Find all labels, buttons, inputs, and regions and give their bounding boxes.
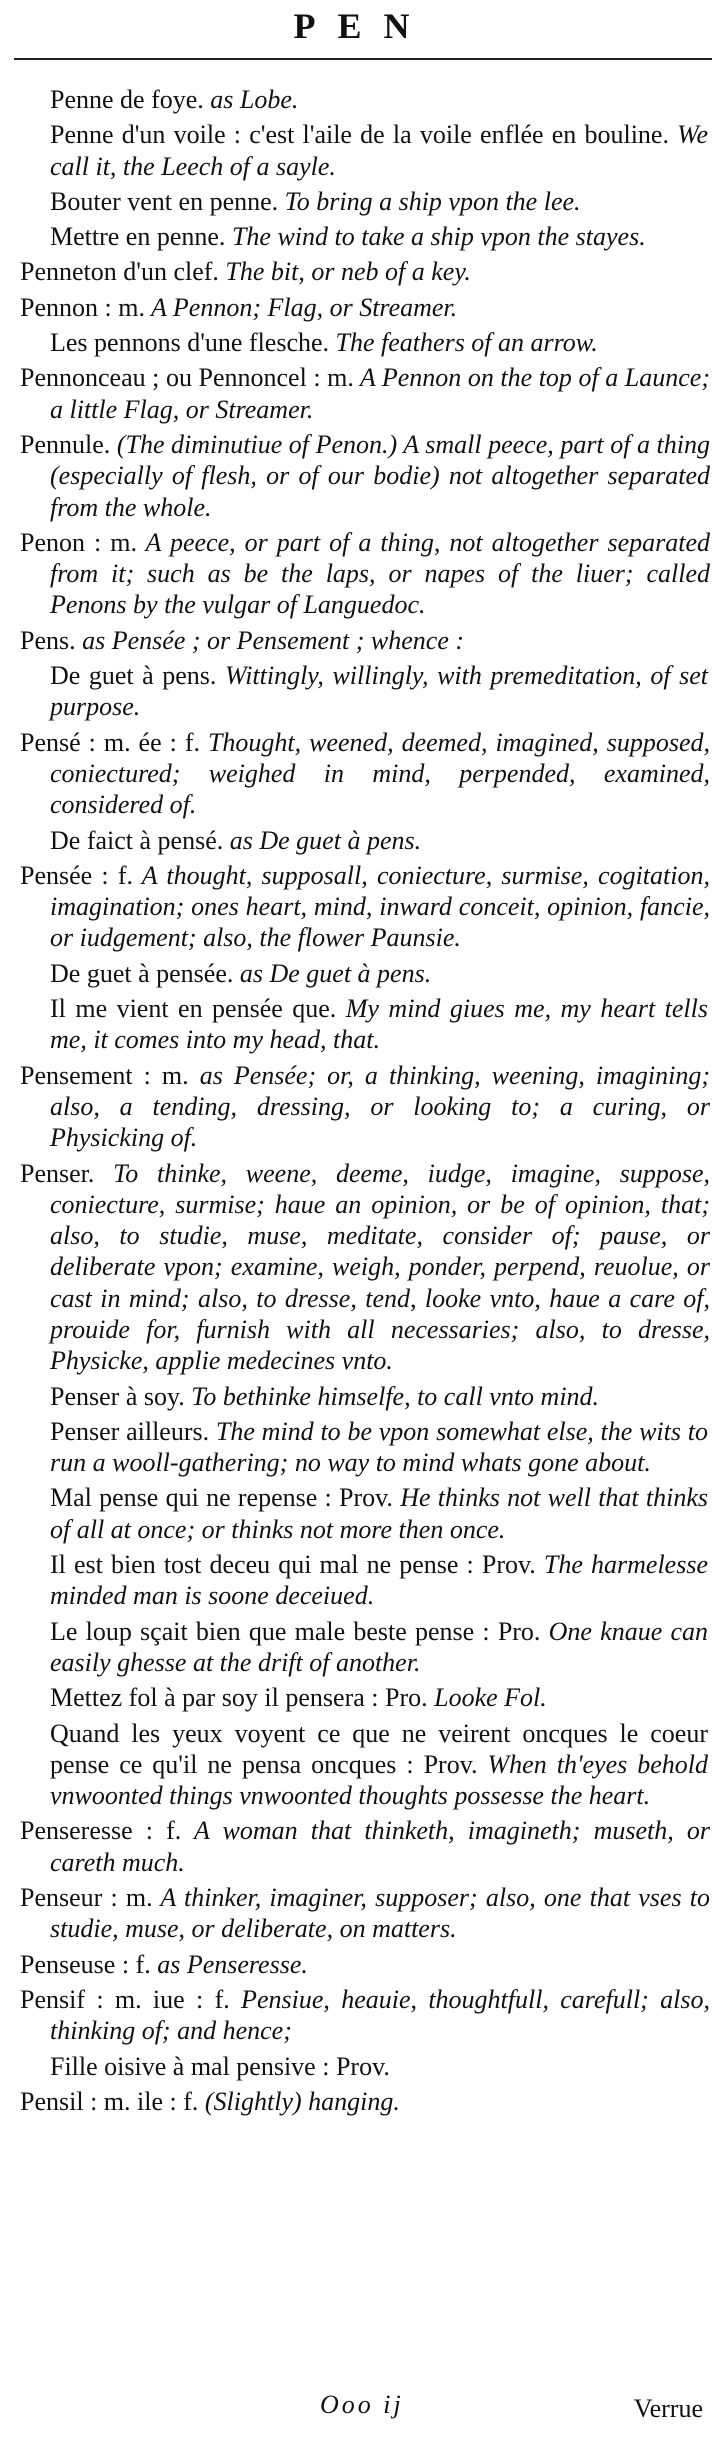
headword-entry	[20, 1815, 710, 1878]
headword-entry	[20, 625, 710, 656]
entry-headword: Pensée : f.	[20, 860, 134, 890]
entry-headword: Il est bien tost deceu qui mal ne pense : Prov.	[50, 1550, 536, 1580]
entry-definition: The mind to be vpon somewhat else, the wits to run a wooll-gathering; no way to mind whats gone about.	[50, 1416, 709, 1478]
entry-definition: The wind to take a ship vpon the stayes.	[225, 222, 646, 252]
entry-definition: as Pensée ; or Pensement ; whence :	[75, 625, 465, 655]
entry-definition: A Pennon; Flag, or Streamer.	[144, 292, 458, 322]
entry-definition: Looke Fol.	[427, 1683, 547, 1713]
entry-headword: Pennule.	[20, 429, 111, 459]
entry-definition: as Lobe.	[203, 85, 299, 114]
subentry	[20, 1482, 710, 1545]
entry-definition: A woman that thinketh, imagineth; museth, or careth much.	[50, 1816, 711, 1877]
catchword: Verrue	[633, 2394, 703, 2423]
entry-definition: (The diminutiue of Penon.) A small peece, part of a thing (especially of flesh, or of our bodie) not altogether separated from the whole.	[50, 429, 710, 522]
headword-entry	[20, 256, 710, 287]
subentry	[20, 1718, 710, 1812]
subentry	[20, 119, 710, 182]
entry-headword: Penon : m.	[20, 527, 137, 557]
signature-mark: Ooo ij	[320, 2390, 404, 2419]
entry-headword: De guet à pens.	[50, 661, 217, 691]
headword-entry	[20, 1984, 710, 2047]
headword-entry	[20, 860, 710, 954]
subentry	[20, 1416, 710, 1479]
entry-definition: My mind giues me, my heart tells me, it comes into my head, that.	[50, 994, 708, 1055]
headword-entry	[20, 1158, 710, 1377]
entry-headword: Les pennons d'une flesche.	[50, 328, 330, 358]
entry-headword: Penseuse : f.	[20, 1949, 151, 1979]
entry-definition: as Penseresse.	[150, 1949, 308, 1979]
subentry	[20, 327, 710, 358]
entry-headword: Pensif : m. iue : f.	[20, 1984, 230, 2014]
entry-definition: To bring a ship vpon the lee.	[278, 186, 581, 216]
subentry	[20, 1381, 710, 1412]
entry-headword: Penneton d'un clef.	[20, 257, 219, 287]
header-rule	[14, 58, 712, 60]
headword-entry	[20, 527, 710, 621]
entry-definition: The bit, or neb of a key.	[218, 257, 471, 287]
entry-headword: Mettez fol à par soy il pensera : Pro.	[50, 1683, 428, 1713]
entry-headword: Mettre en penne.	[50, 222, 226, 252]
headword-entry	[20, 2086, 710, 2117]
entry-definition: A Pennon on the top of a Launce; a little Flag, or Streamer.	[50, 363, 710, 424]
entry-definition: To bethinke himselfe, to call vnto mind.	[184, 1381, 600, 1411]
entry-headword: Pens.	[20, 625, 76, 655]
entry-headword: Penser ailleurs.	[50, 1416, 210, 1446]
entry-headword: Pennon : m.	[20, 292, 145, 322]
entry-definition: The harmelesse minded man is soone deceiued.	[50, 1550, 708, 1611]
headword-entry	[20, 362, 710, 425]
entry-definition: as Pensée; or, a thinking, weening, imagining; also, a tending, dressing, or looking to; a curing, or Physicking of.	[50, 1060, 710, 1153]
entry-headword: Penne d'un voile : c'est l'aile de la voile enflée en bouline.	[50, 120, 669, 150]
headword-entry	[20, 429, 710, 523]
subentry	[20, 958, 710, 989]
subentry	[20, 186, 710, 217]
entry-headword: Pensé : m. ée : f.	[20, 727, 200, 757]
headword-entry	[20, 727, 710, 821]
subentry	[20, 1682, 710, 1713]
entry-definition: as De guet à pens.	[233, 958, 432, 988]
entry-definition: Thought, weened, deemed, imagined, supposed, coniectured; weighed in mind, perpended, examined, considered of.	[50, 727, 710, 820]
entry-definition: He thinks not well that thinks of all at once; or thinks not more then once.	[50, 1483, 708, 1544]
entry-definition: The feathers of an arrow.	[329, 328, 598, 358]
entry-definition: We call it, the Leech of a sayle.	[50, 120, 708, 181]
headword-entry	[20, 292, 710, 323]
entry-headword: Penser à soy.	[50, 1381, 185, 1411]
entry-headword: Mal pense qui ne repense : Prov.	[50, 1483, 393, 1513]
entry-headword: Le loup sçait bien que male beste pense : Pro.	[50, 1616, 541, 1646]
subentry	[20, 84, 710, 115]
entry-definition: Pensiue, heauie, thoughtfull, carefull; also, thinking of; and hence;	[50, 1984, 710, 2046]
entry-headword: De faict à pensé.	[50, 825, 224, 855]
entry-headword: Penser.	[20, 1158, 95, 1188]
entry-definition: When th'eyes behold vnwoonted things vnwoonted thoughts possesse the heart.	[50, 1749, 709, 1811]
entry-definition: Wittingly, willingly, with premeditation, of set purpose.	[50, 661, 709, 722]
entry-headword: Pennonceau ; ou Pennoncel : m.	[20, 363, 354, 393]
entry-definition: A peece, or part of a thing, not altogether separated from it; such as be the laps, or napes of the liuer; called Penons by the vulgar of Languedoc.	[50, 527, 710, 620]
entry-headword: Penseresse : f.	[20, 1816, 182, 1846]
entry-definition: (Slightly) hanging.	[198, 2086, 400, 2116]
subentry	[20, 1616, 710, 1679]
entry-headword: Quand les yeux voyent ce que ne veirent oncques le coeur pense ce qu'il ne pensa oncques : Prov.	[50, 1718, 708, 1779]
entry-headword: Pensement : m.	[20, 1060, 189, 1090]
subentry	[20, 660, 710, 723]
subentry	[20, 825, 710, 856]
entry-definition: To thinke, weene, deeme, iudge, imagine, suppose, coniecture, surmise; haue an opinion, or be of opinion, that; also, to studie, muse, meditate, consider of; pause, or deliberate vpon; examine, weigh, ponder, perpend, reuolue, or cast in mind; also, to dresse, tend, looke vnto, haue a care of, prouide for, furnish with all necessaries; also, to dresse, Physicke, applie medecines vnto.	[50, 1158, 710, 1376]
page-footer	[0, 2390, 725, 2430]
entry-headword: Fille oisive à mal pensive : Prov.	[50, 2051, 390, 2081]
entry-definition: as De guet à pens.	[223, 825, 422, 855]
subentry	[20, 2051, 710, 2082]
entry-definition: One knaue can easily ghesse at the drift of another.	[50, 1616, 708, 1677]
entry-headword: Bouter vent en penne.	[50, 186, 279, 216]
entry-headword: Penne de foye.	[50, 85, 204, 114]
entry-list	[20, 84, 710, 2121]
subentry	[20, 221, 710, 252]
headword-entry	[20, 1882, 710, 1945]
subentry	[20, 1549, 710, 1612]
entry-definition: A thought, supposall, coniecture, surmise, cogitation, imagination; ones heart, mind, inward conceit, opinion, fancie, or iudgement; also, the flower Paunsie.	[50, 860, 710, 953]
headword-entry	[20, 1060, 710, 1154]
entry-definition: A thinker, imaginer, supposer; also, one that vses to studie, muse, or deliberate, on matters.	[50, 1883, 710, 1944]
entry-headword: Pensil : m. ile : f.	[20, 2086, 199, 2116]
entry-headword: De guet à pensée.	[50, 958, 234, 988]
entry-headword: Penseur : m.	[20, 1883, 153, 1913]
headword-entry	[20, 1949, 710, 1980]
running-head: PEN	[293, 6, 432, 46]
entry-headword: Il me vient en pensée que.	[50, 994, 337, 1024]
subentry	[20, 993, 710, 1056]
